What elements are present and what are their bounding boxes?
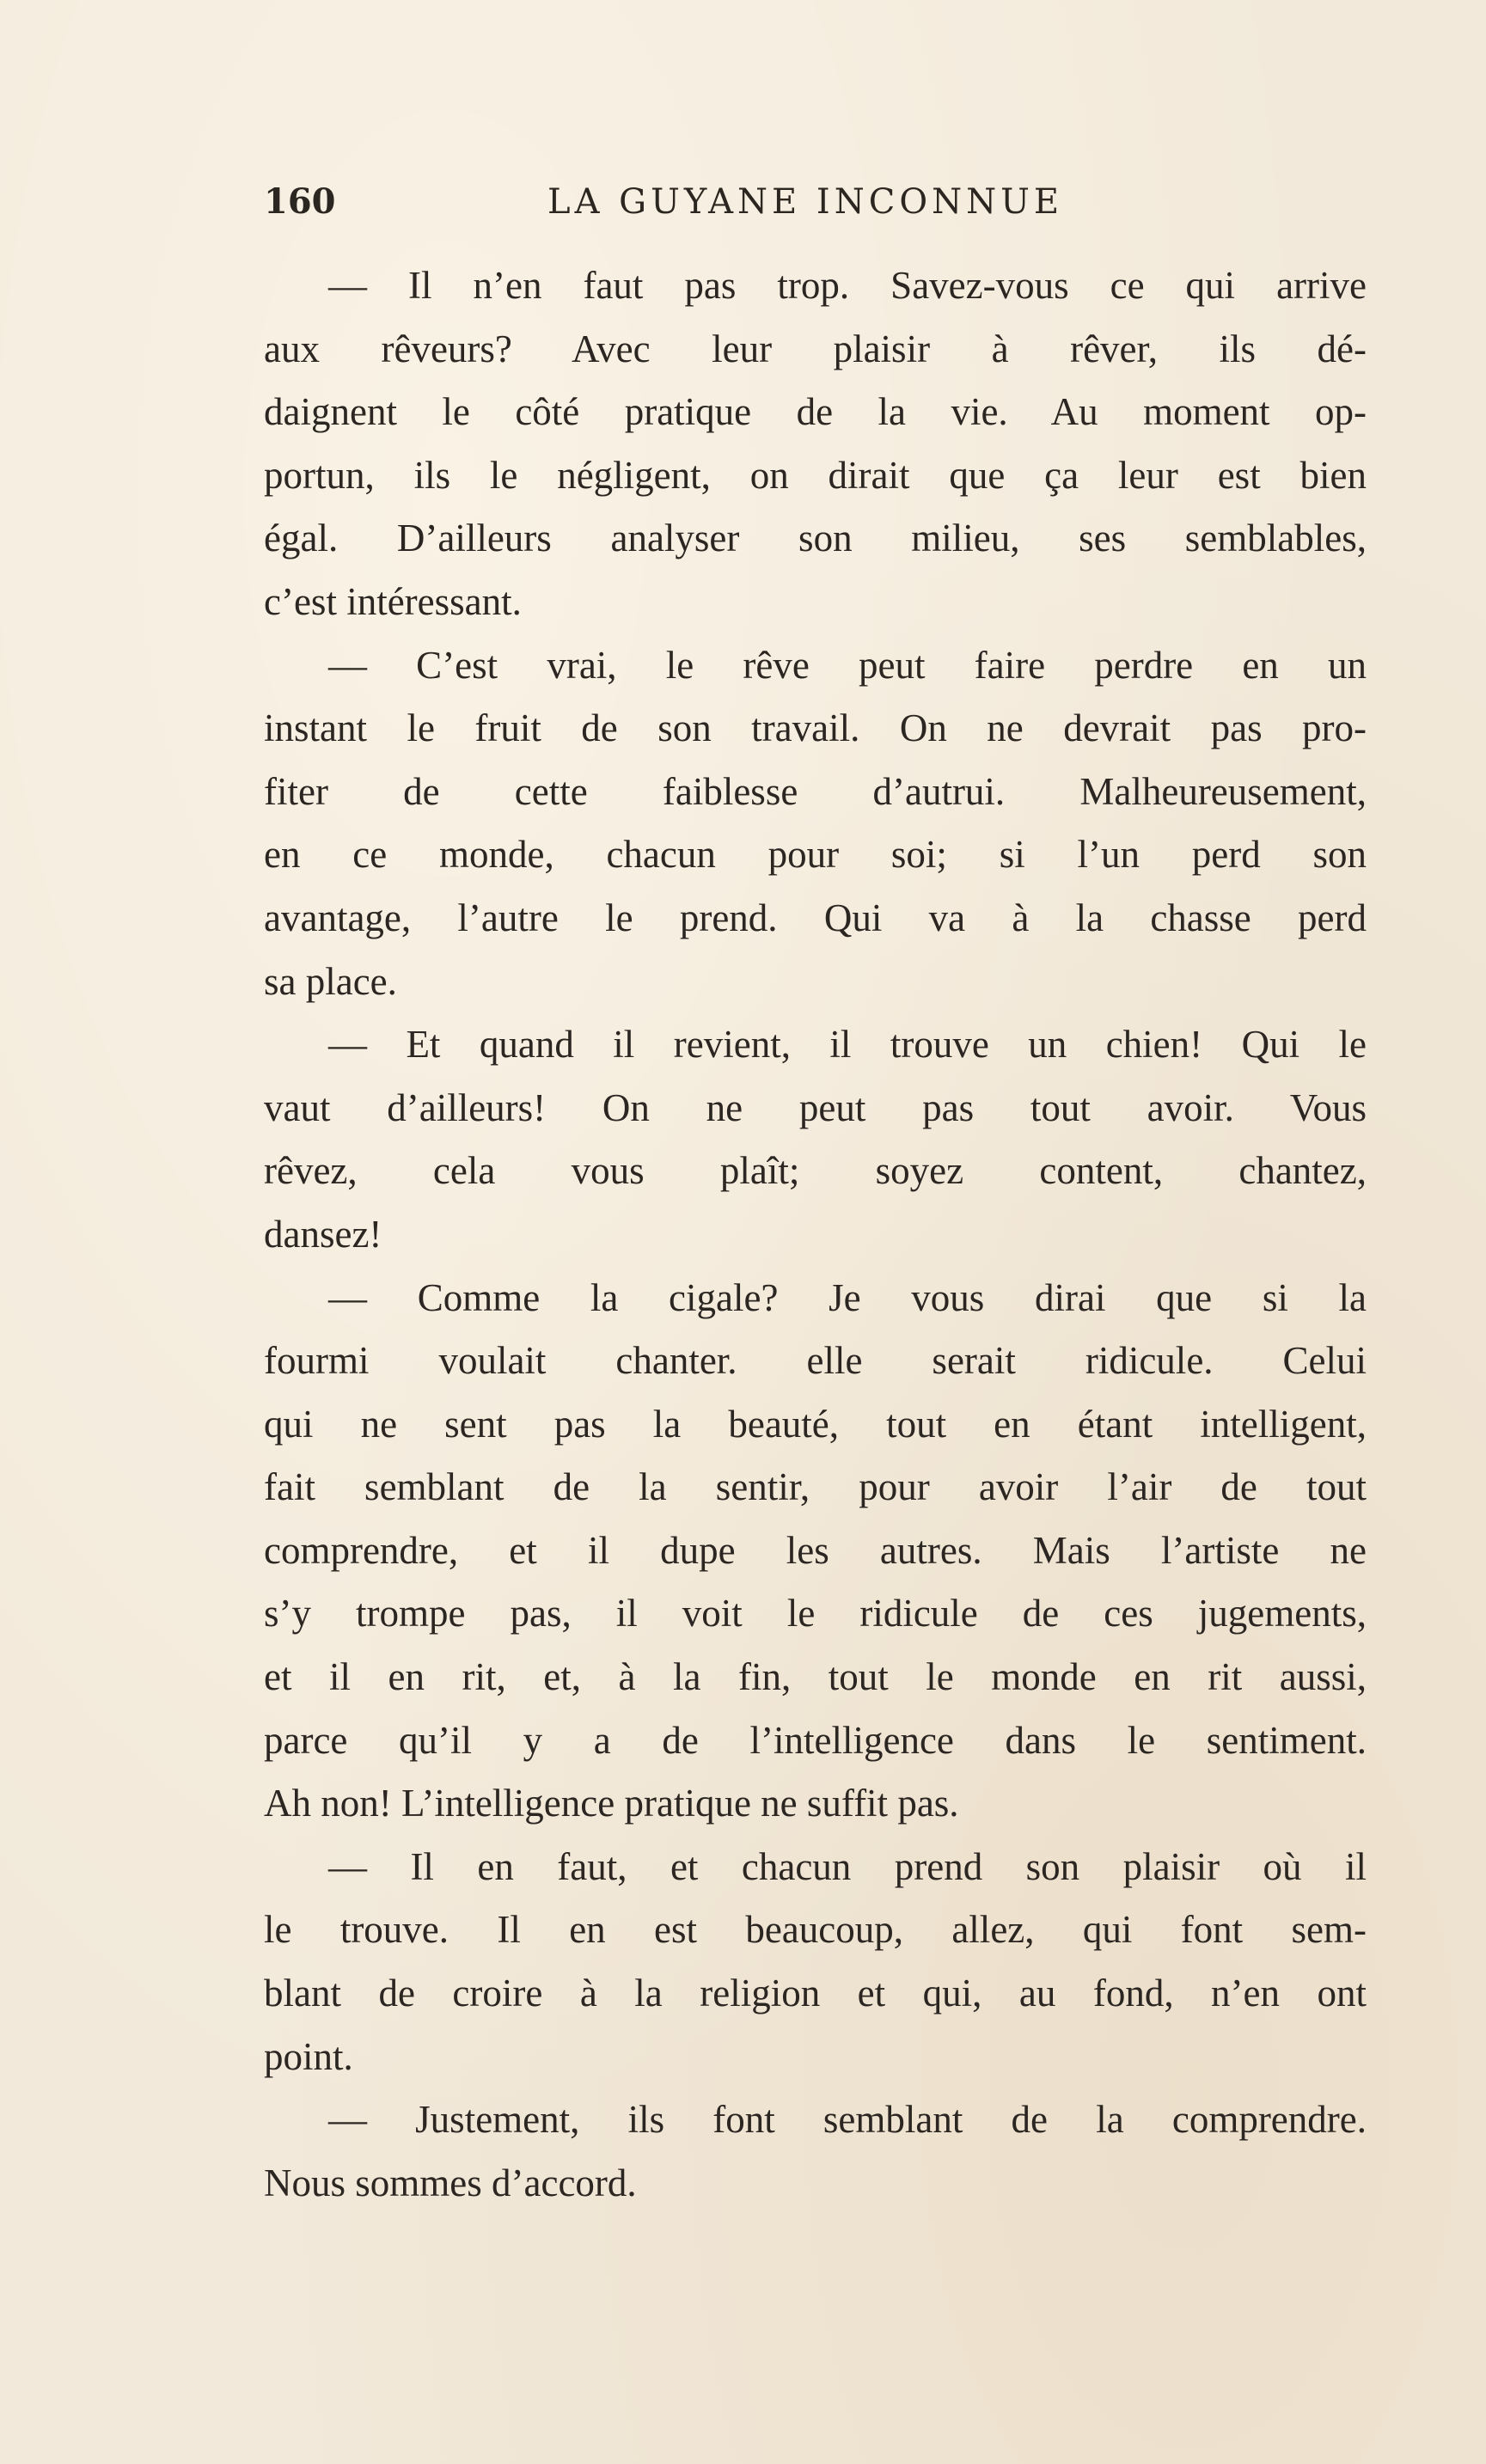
- text-line: parce qu’il y a de l’intelligence dans le sentiment.: [264, 1718, 1367, 1762]
- text-line: et il en rit, et, à la fin, tout le monde en rit aussi,: [264, 1655, 1367, 1699]
- text-line: fiter de cette faiblesse d’autrui. Malheureusement,: [264, 769, 1367, 813]
- text-line: s’y trompe pas, il voit le ridicule de ces jugements,: [264, 1592, 1367, 1636]
- text-line: — C’est vrai, le rêve peut faire perdre en un: [328, 643, 1367, 687]
- text-line: daignent le côté pratique de la vie. Au moment op-: [264, 390, 1367, 434]
- page-number: 160: [264, 181, 336, 222]
- page-header: [264, 176, 1364, 228]
- text-line: aux rêveurs? Avec leur plaisir à rêver, ils dé-: [264, 327, 1367, 370]
- text-line: comprendre, et il dupe les autres. Mais l’artiste ne: [264, 1528, 1367, 1572]
- text-line: Ah non! L’intelligence pratique ne suffit pas.: [264, 1782, 959, 1825]
- text-line: — Il en faut, et chacun prend son plaisir où il: [328, 1844, 1367, 1888]
- text-line: blant de croire à la religion et qui, au fond, n’en ont: [264, 1972, 1367, 2015]
- text-line: dansez!: [264, 1212, 382, 1256]
- text-line: rêvez, cela vous plaît; soyez content, chantez,: [264, 1149, 1367, 1193]
- running-title: LA GUYANE INCONNUE: [547, 182, 1064, 222]
- text-line: en ce monde, chacun pour soi; si l’un perd son: [264, 833, 1367, 877]
- text-line: fourmi voulait chanter. elle serait ridicule. Celui: [264, 1339, 1367, 1383]
- text-line: — Justement, ils font semblant de la comprendre.: [328, 2098, 1367, 2142]
- text-line: — Comme la cigale? Je vous dirai que si la: [328, 1275, 1367, 1319]
- text-line: égal. D’ailleurs analyser son milieu, ses semblables,: [264, 517, 1367, 560]
- text-line: vaut d’ailleurs! On ne peut pas tout avoir. Vous: [264, 1085, 1367, 1129]
- text-line: — Il n’en faut pas trop. Savez-vous ce qui arrive: [328, 264, 1367, 307]
- text-line: — Et quand il revient, il trouve un chien! Qui le: [328, 1023, 1367, 1067]
- text-line: sa place.: [264, 959, 397, 1003]
- text-line: instant le fruit de son travail. On ne devrait pas pro-: [264, 706, 1367, 750]
- text-line: portun, ils le négligent, on dirait que ça leur est bien: [264, 453, 1367, 497]
- text-line: c’est intéressant.: [264, 579, 522, 623]
- text-line: qui ne sent pas la beauté, tout en étant intelligent,: [264, 1402, 1367, 1446]
- text-line: le trouve. Il en est beaucoup, allez, qui font sem-: [264, 1908, 1367, 1952]
- text-line: avantage, l’autre le prend. Qui va à la chasse perd: [264, 896, 1367, 939]
- text-line: point.: [264, 2034, 353, 2078]
- text-line: Nous sommes d’accord.: [264, 2161, 637, 2204]
- text-line: fait semblant de la sentir, pour avoir l’air de tout: [264, 1465, 1367, 1509]
- body-text: [264, 254, 1367, 2215]
